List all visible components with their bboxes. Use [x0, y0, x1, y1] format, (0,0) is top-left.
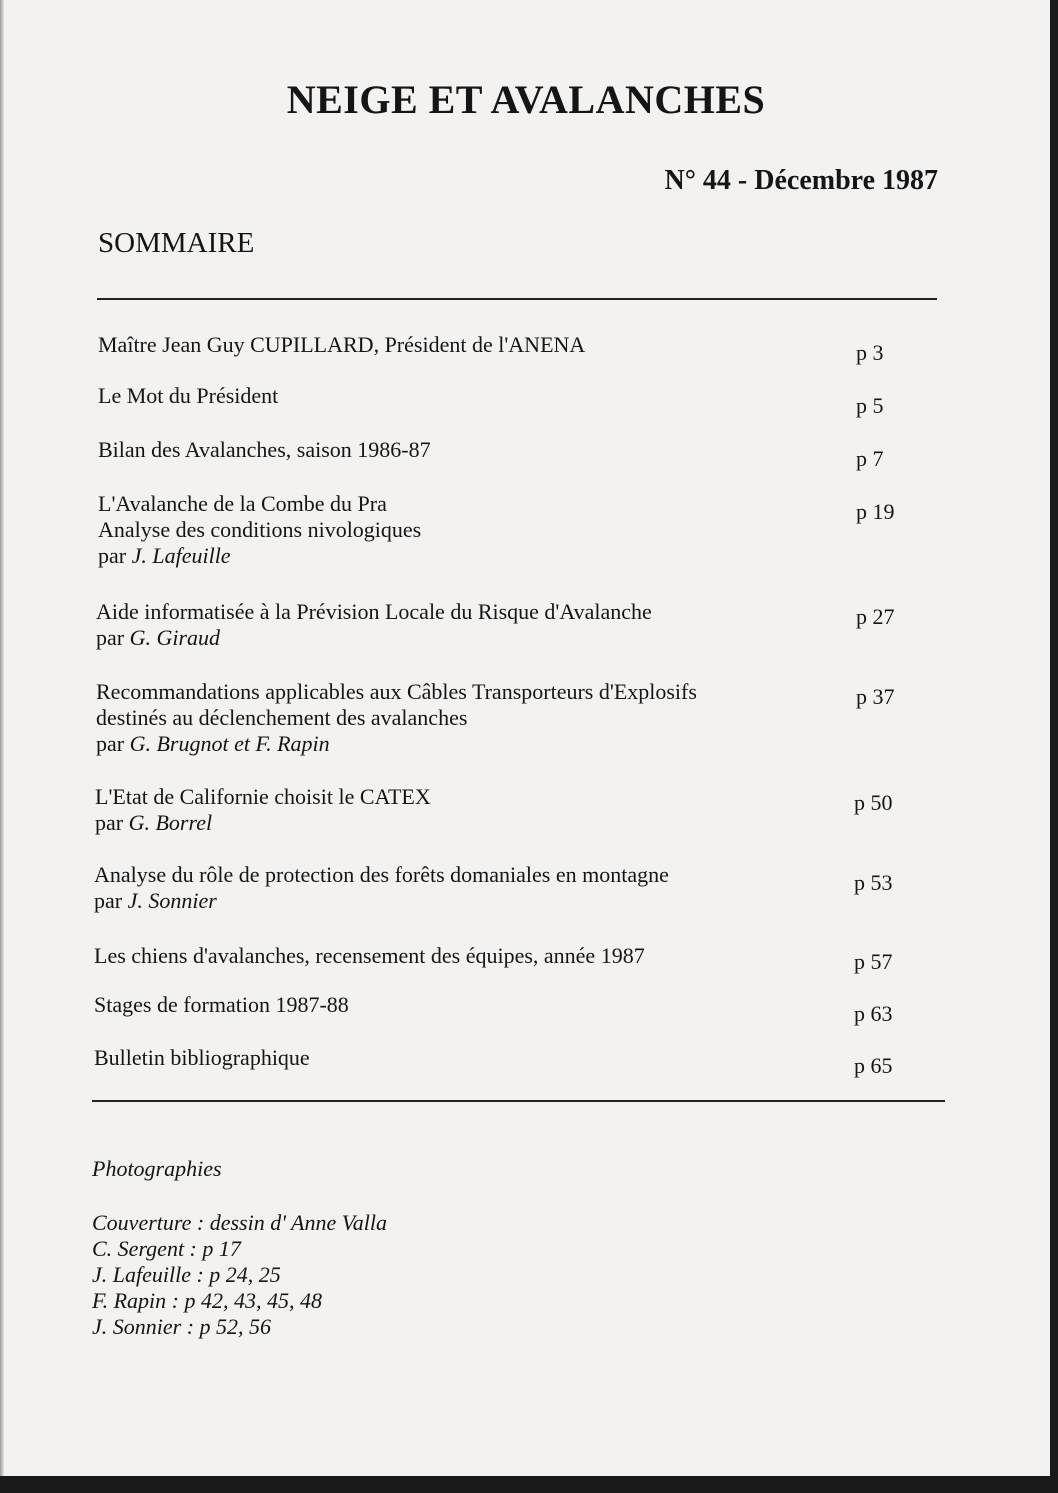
photo-credit-line: J. Sonnier : p 52, 56 [92, 1314, 272, 1339]
toc-entry-page-number: p 57 [854, 949, 893, 974]
toc-entry-title-line: Analyse du rôle de protection des forêts domaniales en montagne [94, 862, 669, 887]
toc-entry-title-line: Bulletin bibliographique [94, 1045, 310, 1070]
byline-prefix: par [96, 625, 130, 650]
photo-credit-line: F. Rapin : p 42, 43, 45, 48 [92, 1288, 322, 1313]
byline-prefix: par [98, 543, 132, 568]
byline-prefix: par [96, 731, 130, 756]
photo-credit-line: Couverture : dessin d' Anne Valla [92, 1210, 387, 1235]
toc-entry-page-number: p 37 [856, 684, 895, 709]
toc-entry [98, 437, 431, 463]
bottom-divider [92, 1100, 945, 1102]
toc-entry-byline [98, 543, 421, 569]
toc-entry-byline [95, 810, 431, 836]
toc-entry-byline [96, 731, 697, 757]
toc-entry-page-number: p 65 [854, 1053, 893, 1078]
toc-entry-title-line: Analyse des conditions nivologiques [98, 517, 422, 542]
toc-entry [96, 599, 652, 651]
toc-entry [98, 332, 585, 358]
toc-entry-title-line: Maître Jean Guy CUPILLARD, Président de l'ANENA [98, 332, 586, 357]
toc-entry [94, 943, 645, 969]
toc-entry-author: J. Sonnier [127, 888, 217, 913]
toc-entry [96, 679, 697, 757]
toc-entry [98, 491, 421, 569]
byline-prefix: par [94, 888, 128, 913]
toc-entry-byline [96, 625, 652, 651]
toc-entry-title-line: L'Avalanche de la Combe du Pra [98, 491, 387, 516]
toc-entry [94, 992, 349, 1018]
toc-entry-author: G. Giraud [129, 625, 221, 650]
toc-entry-title-line: Le Mot du Président [98, 383, 279, 408]
journal-title: NEIGE ET AVALANCHES [286, 77, 766, 122]
photo-credit-line: J. Lafeuille : p 24, 25 [92, 1262, 281, 1287]
issue-number: N° 44 - Décembre 1987 [664, 165, 938, 196]
toc-entry-title-line: Les chiens d'avalanches, recensement des équipes, année 1987 [94, 943, 645, 968]
toc-entry-page-number: p 63 [854, 1001, 893, 1026]
toc-entry-title-line: Aide informatisée à la Prévision Locale du Risque d'Avalanche [96, 599, 652, 624]
toc-entry-title-line: destinés au déclenchement des avalanches [96, 705, 468, 730]
toc-entry-page-number: p 7 [856, 446, 884, 471]
top-divider [97, 298, 937, 300]
toc-entry [95, 784, 431, 836]
toc-entry-page-number: p 53 [854, 870, 893, 895]
photo-credits-heading: Photographies [92, 1156, 222, 1181]
toc-entry-page-number: p 3 [856, 340, 884, 365]
photo-credits-list [92, 1210, 387, 1340]
toc-entry [94, 1045, 310, 1071]
toc-entry-author: J. Lafeuille [131, 543, 231, 568]
toc-entry-byline [94, 888, 669, 914]
toc-entry-title-line: L'Etat de Californie choisit le CATEX [95, 784, 431, 809]
toc-entry-page-number: p 5 [856, 393, 884, 418]
contents-heading: SOMMAIRE [98, 227, 255, 259]
toc-entry-author: G. Borrel [128, 810, 213, 835]
toc-entry-author: G. Brugnot et F. Rapin [129, 731, 330, 756]
toc-entry-page-number: p 27 [856, 604, 895, 629]
photo-credits [92, 1156, 387, 1340]
toc-entry [98, 383, 278, 409]
toc-entry-page-number: p 50 [854, 790, 893, 815]
photo-credit-line: C. Sergent : p 17 [92, 1236, 241, 1261]
toc-entry-title-line: Recommandations applicables aux Câbles Transporteurs d'Explosifs [96, 679, 697, 704]
toc-entry-title-line: Stages de formation 1987-88 [94, 992, 349, 1017]
toc-entry-title-line: Bilan des Avalanches, saison 1986-87 [98, 437, 431, 462]
toc-entry-page-number: p 19 [856, 499, 895, 524]
toc-entry [94, 862, 669, 914]
byline-prefix: par [95, 810, 129, 835]
